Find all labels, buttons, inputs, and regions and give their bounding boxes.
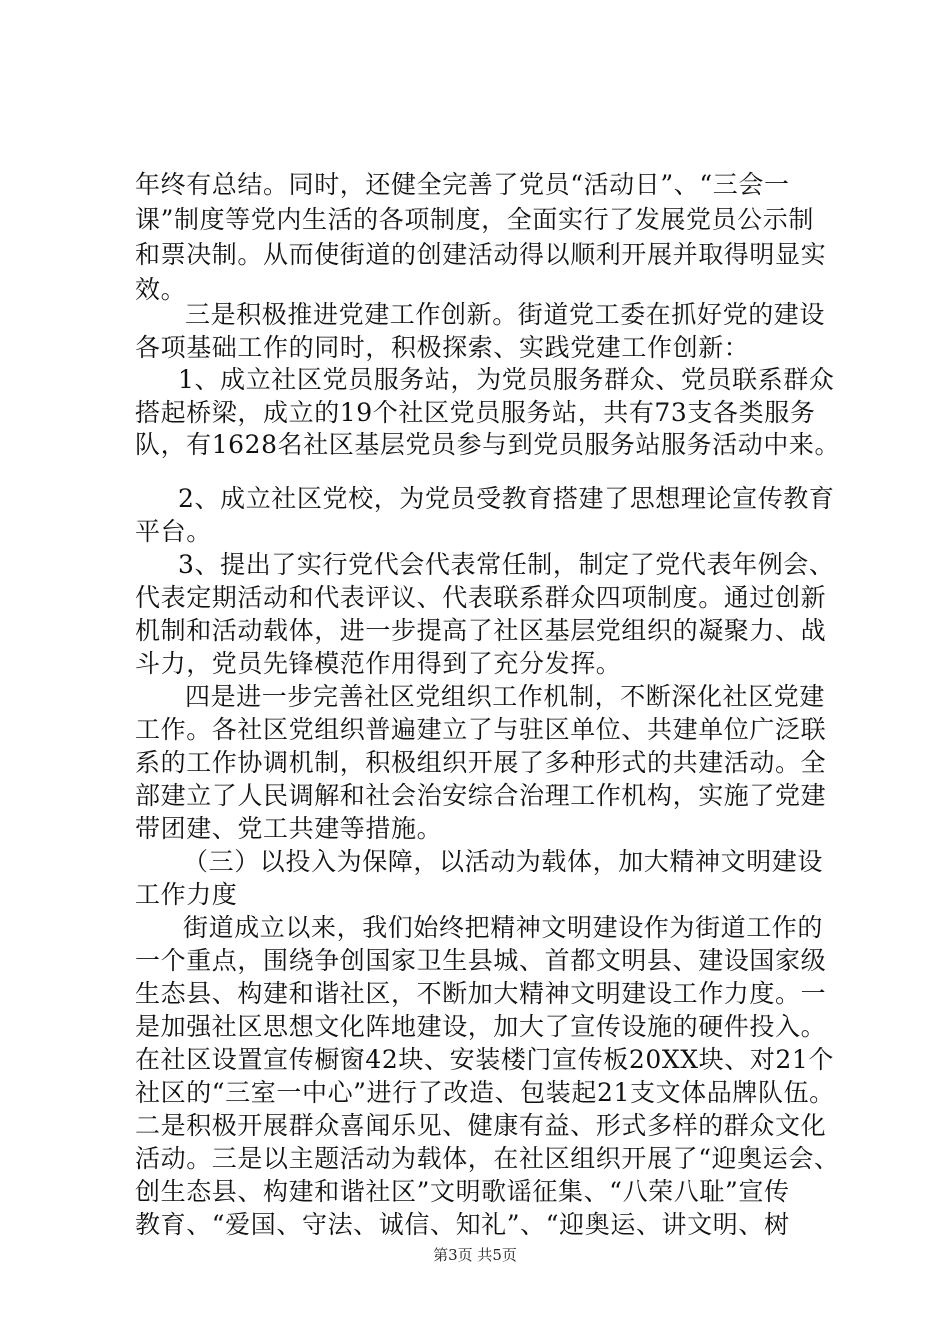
text-line: 二是积极开展群众喜闻乐见、健康有益、形式多样的群众文化 xyxy=(135,1111,827,1140)
text-line: 四是进一步完善社区党组织工作机制，不断深化社区党建 xyxy=(185,682,826,711)
text-line: 3、提出了实行党代会代表常任制，制定了党代表年例会、 xyxy=(178,550,835,579)
text-line: 各项基础工作的同时，积极探索、实践党建工作创新： xyxy=(135,333,750,362)
text-line: 机制和活动载体，进一步提高了社区基层党组织的凝聚力、战 xyxy=(135,616,827,645)
text-line: 工作力度 xyxy=(135,880,238,909)
text-line: 和票决制。从而使街道的创建活动得以顺利开展并取得明显实 xyxy=(135,240,827,269)
text-line: 搭起桥梁，成立的19个社区党员服务站，共有73支各类服务 xyxy=(135,398,816,427)
text-line: 是加强社区思想文化阵地建设，加大了宣传设施的硬件投入。 xyxy=(135,1012,827,1041)
text-line: 街道成立以来，我们始终把精神文明建设作为街道工作的 xyxy=(183,913,824,942)
text-line: 系的工作协调机制，积极组织开展了多种形式的共建活动。全 xyxy=(135,748,827,777)
text-line: 平台。 xyxy=(135,517,212,546)
text-line: 2、成立社区党校，为党员受教育搭建了思想理论宣传教育 xyxy=(178,484,835,513)
text-line: 年终有总结。同时，还健全完善了党员“活动日”、“三会一 xyxy=(135,170,790,199)
text-line: 一个重点，围绕争创国家卫生县城、首都文明县、建设国家级 xyxy=(135,946,827,975)
text-line: 代表定期活动和代表评议、代表联系群众四项制度。通过创新 xyxy=(135,583,827,612)
text-line: 1、成立社区党员服务站，为党员服务群众、党员联系群众 xyxy=(178,365,835,394)
text-line: 部建立了人民调解和社会治安综合治理工作机构，实施了党建 xyxy=(135,781,827,810)
text-line: 生态县、构建和谐社区，不断加大精神文明建设工作力度。一 xyxy=(135,979,827,1008)
text-line: 社区的“三室一中心”进行了改造、包装起21支文体品牌队伍。 xyxy=(135,1078,835,1107)
text-line: 工作。各社区党组织普遍建立了与驻区单位、共建单位广泛联 xyxy=(135,715,827,744)
text-line: 斗力，党员先锋模范作用得到了充分发挥。 xyxy=(135,649,622,678)
text-line: 队，有1628名社区基层党员参与到党员服务站服务活动中来。 xyxy=(135,430,841,459)
text-line: 教育、“爱国、守法、诚信、知礼”、“迎奥运、讲文明、树 xyxy=(135,1210,790,1239)
page-number-footer: 第3页 共5页 xyxy=(433,1246,517,1264)
text-line: 课”制度等党内生活的各项制度，全面实行了发展党员公示制 xyxy=(135,205,814,234)
text-line: 活动。三是以主题活动为载体，在社区组织开展了“迎奥运会、 xyxy=(135,1144,840,1173)
text-line: 效。 xyxy=(135,275,187,304)
text-line: （三）以投入为保障，以活动为载体，加大精神文明建设 xyxy=(183,847,824,876)
text-line: 创生态县、构建和谐社区”文明歌谣征集、“八荣八耻”宣传 xyxy=(135,1177,790,1206)
text-line: 带团建、党工共建等措施。 xyxy=(135,814,443,843)
text-line: 三是积极推进党建工作创新。街道党工委在抓好党的建设 xyxy=(185,300,826,329)
text-line: 在社区设置宣传橱窗42块、安装楼门宣传板20XX块、对21个 xyxy=(135,1045,835,1074)
